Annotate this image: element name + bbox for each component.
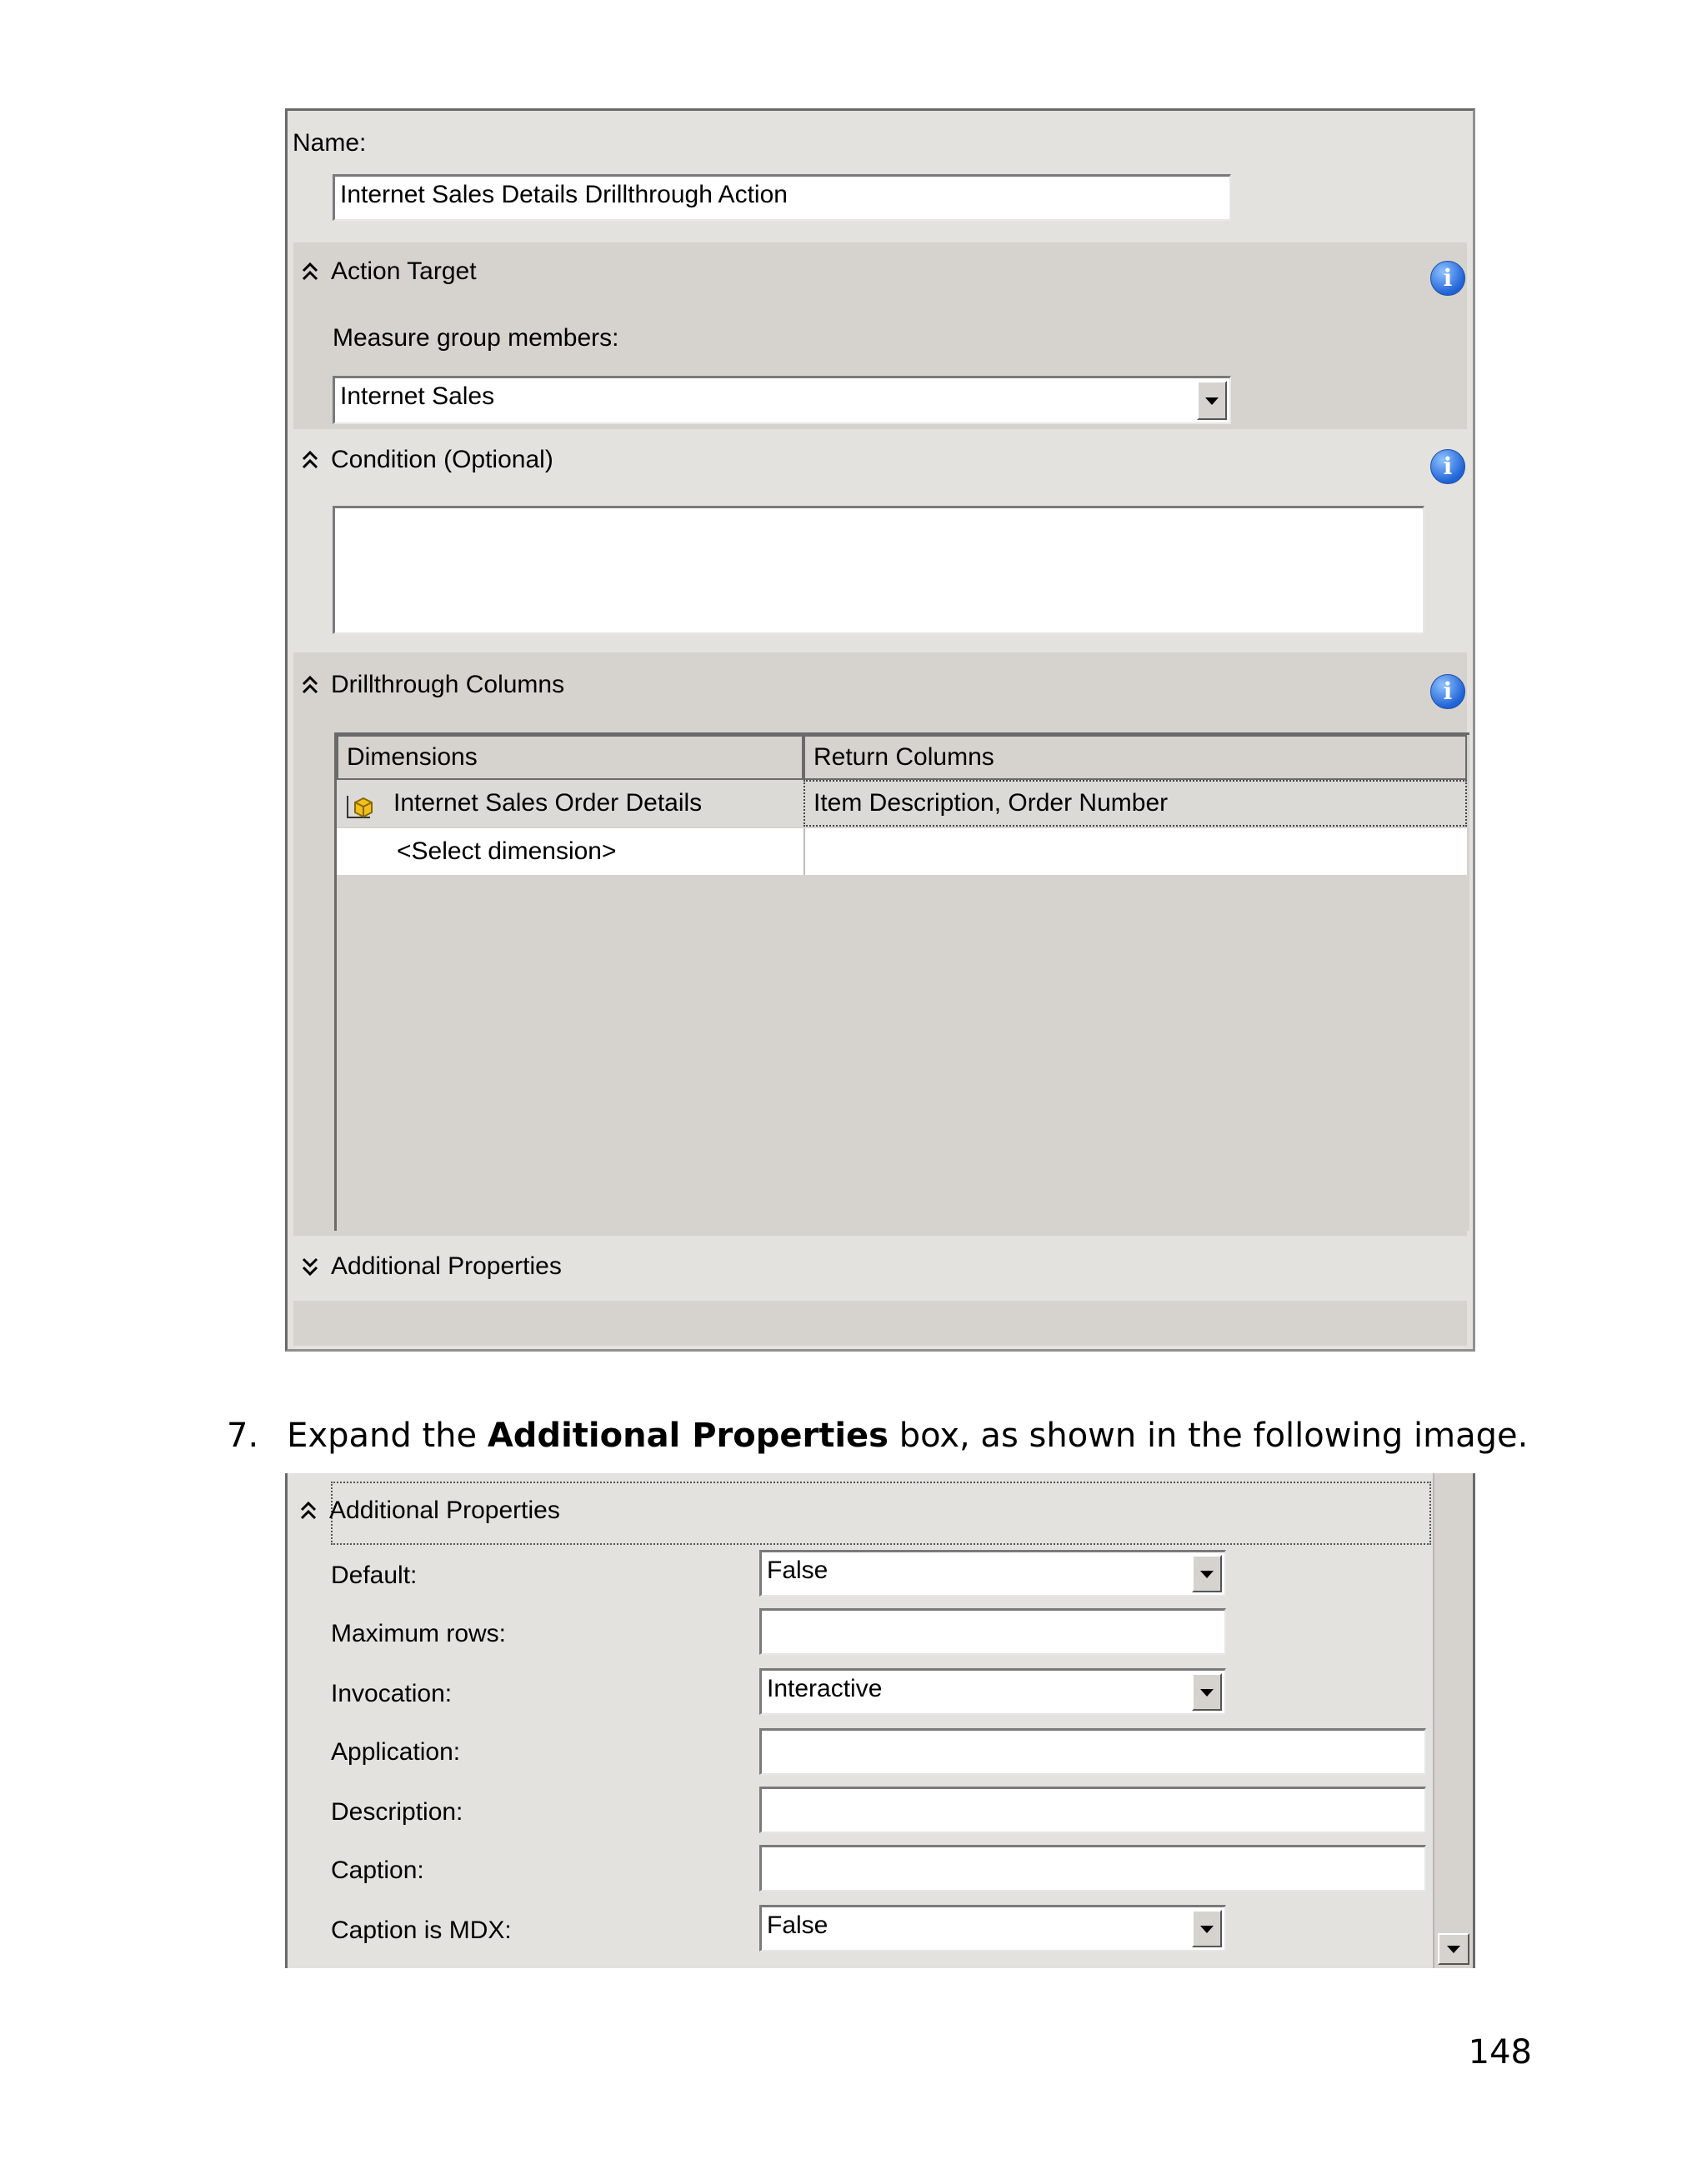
additional-properties-panel [285, 1473, 1475, 1968]
dropdown-arrow-icon[interactable] [1197, 381, 1227, 420]
page-number: 148 [1468, 2033, 1532, 2072]
step-instruction [227, 1417, 1528, 1455]
return-columns-cell[interactable]: Item Description, Order Number [803, 780, 1467, 827]
info-icon[interactable]: i [1430, 674, 1465, 709]
dropdown-arrow-icon[interactable] [1192, 1673, 1222, 1711]
drillthrough-header[interactable] [301, 671, 564, 699]
step-text-before: Expand the [287, 1417, 488, 1455]
collapse-chevron-icon [301, 674, 319, 696]
action-editor-panel [285, 108, 1475, 1352]
table-row[interactable] [337, 828, 803, 875]
cube-dimension-icon [345, 790, 377, 818]
description-input[interactable] [759, 1787, 1426, 1833]
caption-mdx-label: Caption is MDX: [331, 1917, 512, 1944]
additional-properties-title: Additional Properties [331, 1252, 562, 1280]
collapse-chevron-icon [299, 1500, 318, 1522]
name-label: Name: [293, 129, 367, 157]
condition-title: Condition (Optional) [331, 446, 553, 473]
invocation-select[interactable] [759, 1668, 1226, 1715]
additional-properties-expanded-title: Additional Properties [329, 1497, 560, 1524]
measure-group-label: Measure group members: [333, 324, 619, 352]
expand-chevron-icon [301, 1256, 319, 1277]
condition-header[interactable] [301, 446, 553, 474]
caption-mdx-value: False [767, 1912, 828, 1939]
collapse-chevron-icon [301, 261, 319, 282]
application-input[interactable] [759, 1728, 1426, 1775]
action-target-title: Action Target [331, 257, 477, 285]
additional-properties-title-row[interactable] [299, 1497, 560, 1525]
default-select[interactable] [759, 1550, 1226, 1597]
description-label: Description: [331, 1798, 463, 1826]
select-dimension-cell: <Select dimension> [397, 837, 617, 865]
invocation-value: Interactive [767, 1675, 883, 1702]
step-text-after: box, as shown in the following image. [888, 1417, 1529, 1455]
caption-input[interactable] [759, 1845, 1426, 1892]
default-value: False [767, 1557, 828, 1584]
table-row[interactable] [337, 780, 803, 827]
additional-properties-header[interactable] [301, 1252, 562, 1281]
step-number: 7. [227, 1417, 259, 1455]
dimension-cell: Internet Sales Order Details [393, 789, 703, 817]
drillthrough-grid [334, 732, 1469, 1231]
caption-mdx-select[interactable] [759, 1905, 1226, 1952]
vertical-scrollbar[interactable] [1433, 1473, 1473, 1968]
scroll-down-arrow-icon[interactable] [1438, 1933, 1469, 1965]
measure-group-select[interactable] [333, 376, 1231, 424]
action-target-header[interactable] [301, 257, 477, 286]
info-icon[interactable]: i [1430, 261, 1465, 296]
default-label: Default: [331, 1562, 418, 1589]
condition-textarea[interactable] [333, 506, 1424, 634]
dropdown-arrow-icon[interactable] [1192, 1910, 1222, 1947]
name-input[interactable]: Internet Sales Details Drillthrough Action [333, 174, 1231, 221]
info-icon[interactable]: i [1430, 449, 1465, 484]
column-header-return-columns[interactable]: Return Columns [803, 735, 1467, 780]
return-columns-empty-cell[interactable] [803, 828, 1467, 875]
column-header-dimensions[interactable]: Dimensions [337, 735, 803, 780]
step-text-bold: Additional Properties [487, 1417, 889, 1455]
caption-label: Caption: [331, 1857, 424, 1884]
dropdown-arrow-icon[interactable] [1192, 1555, 1222, 1592]
invocation-label: Invocation: [331, 1680, 453, 1707]
max-rows-input[interactable] [759, 1608, 1226, 1655]
drillthrough-title: Drillthrough Columns [331, 671, 565, 698]
collapse-chevron-icon [301, 449, 319, 471]
measure-group-value: Internet Sales [340, 382, 495, 410]
application-label: Application: [331, 1738, 461, 1766]
max-rows-label: Maximum rows: [331, 1620, 507, 1647]
